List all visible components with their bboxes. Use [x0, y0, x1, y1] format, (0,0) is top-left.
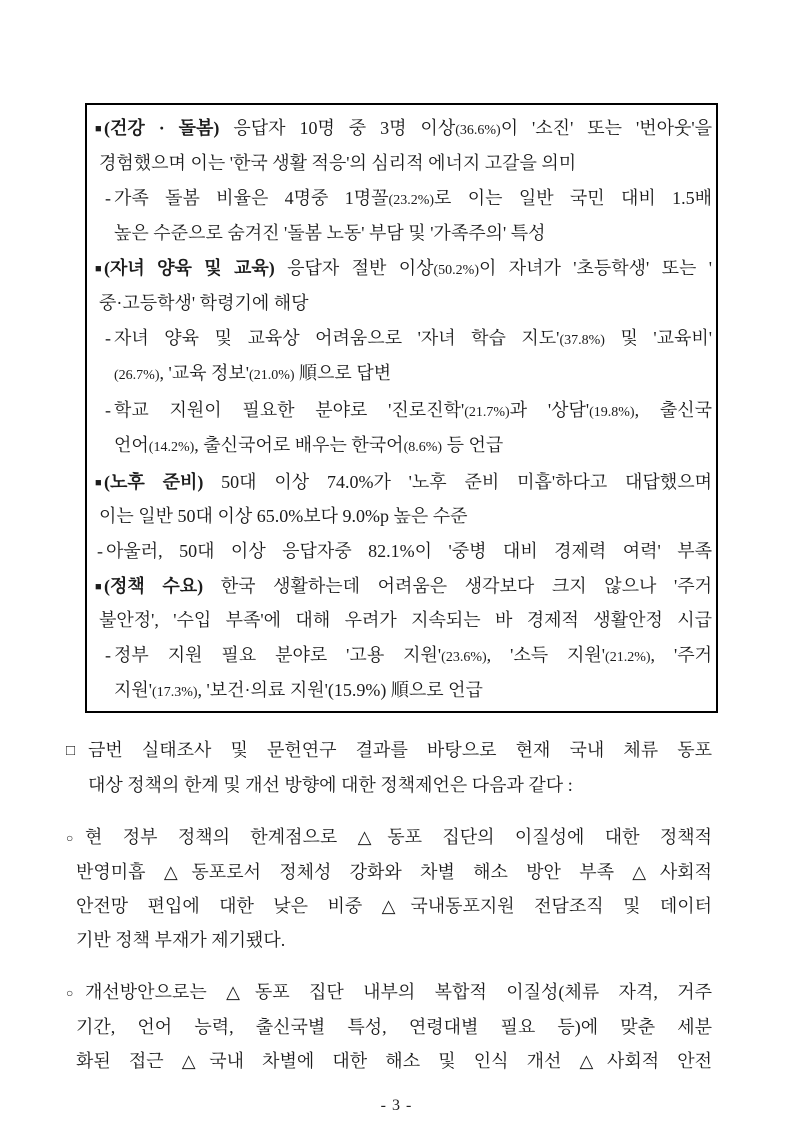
summary-box	[85, 103, 718, 713]
dash-marker: -	[105, 328, 111, 348]
summary-paragraph	[95, 112, 712, 180]
line-text: 기간, 언어 능력, 출신국별 특성, 연령대별 필요 등)에 맞춘 세분	[76, 1017, 712, 1037]
line-text: 가족 돌봄 비율은 4명중 1명꼴(23.2%)로 이는 일반 국민 대비 1.5배	[114, 188, 712, 208]
page-number: - 3 -	[380, 1097, 413, 1114]
summary-subparagraph	[105, 322, 712, 392]
text-line	[105, 674, 712, 709]
line-text: 언어(14.2%), 출신국어로 배우는 한국어(8.6%) 등 언급	[114, 435, 504, 455]
text-line	[95, 500, 712, 533]
text-line	[66, 923, 712, 957]
text-line	[95, 604, 712, 637]
text-line	[66, 1044, 712, 1078]
line-text: (자녀 양육 및 교육) 응답자 절반 이상(50.2%)이 자녀가 '초등학생' 또는 '	[104, 258, 713, 278]
dash-marker: -	[97, 541, 103, 561]
text-line	[105, 182, 712, 217]
text-line	[95, 287, 712, 320]
open-square-marker-icon: □	[66, 743, 76, 759]
square-bullet-icon: ■	[95, 477, 102, 489]
summary-subparagraph	[97, 535, 712, 568]
line-text: 지원'(17.3%), '보건·의료 지원'(15.9%) 順으로 언급	[114, 680, 483, 700]
text-line	[95, 466, 712, 500]
text-line	[105, 357, 712, 392]
line-text: 현 정부 정책의 한계점으로 △동포 집단의 이질성에 대한 정책적	[85, 827, 712, 847]
line-text: (26.7%), '교육 정보'(21.0%) 順으로 답변	[114, 363, 392, 383]
line-text: 이는 일반 50대 이상 65.0%보다 9.0%p 높은 수준	[99, 506, 468, 526]
text-line	[66, 889, 712, 923]
text-line	[105, 217, 712, 250]
summary-paragraph	[95, 466, 712, 533]
summary-paragraph	[95, 570, 712, 637]
text-line	[66, 820, 712, 855]
body-section	[66, 733, 712, 1078]
text-line	[66, 855, 712, 889]
circle-marker-icon: ○	[66, 831, 74, 845]
text-line	[105, 639, 712, 674]
line-text: 정부 지원 필요 분야로 '고용 지원'(23.6%), '소득 지원'(21.2%), '주거	[114, 645, 712, 665]
line-text: 기반 정책 부재가 제기됐다.	[76, 930, 286, 950]
text-line	[105, 429, 712, 464]
body-paragraph	[66, 733, 712, 802]
line-text: 개선방안으로는 △동포 집단 내부의 복합적 이질성(체류 자격, 거주	[85, 982, 712, 1002]
text-line	[97, 535, 712, 568]
text-line	[66, 733, 712, 768]
dash-marker: -	[105, 400, 111, 420]
line-text: 높은 수준으로 숨겨진 '돌봄 노동' 부담 및 '가족주의' 특성	[114, 223, 546, 243]
line-text: 자녀 양육 및 교육상 어려움으로 '자녀 학습 지도'(37.8%) 및 '교육비'	[114, 328, 712, 348]
summary-subparagraph	[105, 394, 712, 464]
square-bullet-icon: ■	[95, 123, 102, 135]
text-line	[66, 1010, 712, 1044]
line-text: (정책 수요) 한국 생활하는데 어려움은 생각보다 크지 않으나 '주거	[104, 576, 712, 596]
line-text: 중·고등학생' 학령기에 해당	[99, 293, 309, 313]
text-line	[105, 322, 712, 357]
text-line	[66, 768, 712, 802]
line-text: 경험했으며 이는 '한국 생활 적응'의 심리적 에너지 고갈을 의미	[99, 153, 577, 173]
dash-marker: -	[105, 645, 111, 665]
summary-paragraph	[95, 252, 712, 320]
text-line	[105, 394, 712, 429]
text-line	[95, 252, 712, 287]
line-text: 불안정', '수입 부족'에 대해 우려가 지속되는 바 경제적 생활안정 시급	[99, 610, 712, 630]
square-bullet-icon: ■	[95, 581, 102, 593]
line-text: 반영미흡 △동포로서 정체성 강화와 차별 해소 방안 부족 △사회적	[76, 862, 712, 882]
line-text: (노후 준비) 50대 이상 74.0%가 '노후 준비 미흡'하다고 대답했으며	[104, 472, 712, 492]
summary-subparagraph	[105, 182, 712, 250]
circle-marker-icon: ○	[66, 986, 74, 1000]
text-line	[66, 975, 712, 1010]
line-text: 학교 지원이 필요한 분야로 '진로진학'(21.7%)과 '상담'(19.8%), 출신국	[114, 400, 712, 420]
body-paragraph	[66, 975, 712, 1078]
line-text: 아울러, 50대 이상 응답자중 82.1%이 '중병 대비 경제력 여력' 부족	[106, 541, 712, 561]
line-text: 대상 정책의 한계 및 개선 방향에 대한 정책제언은 다음과 같다 :	[88, 775, 573, 795]
body-paragraph	[66, 820, 712, 957]
line-text: 안전망 편입에 대한 낮은 비중 △국내동포지원 전담조직 및 데이터	[76, 896, 712, 916]
text-line	[95, 570, 712, 604]
text-line	[95, 147, 712, 180]
square-bullet-icon: ■	[95, 263, 102, 275]
dash-marker: -	[105, 188, 111, 208]
summary-subparagraph	[105, 639, 712, 709]
line-text: (건강 · 돌봄) 응답자 10명 중 3명 이상(36.6%)이 '소진' 또는 '번아웃'을	[104, 118, 712, 138]
line-text: 화된 접근 △국내 차별에 대한 해소 및 인식 개선 △사회적 안전	[76, 1051, 712, 1071]
text-line	[95, 112, 712, 147]
line-text: 금번 실태조사 및 문헌연구 결과를 바탕으로 현재 국내 체류 동포	[88, 740, 712, 760]
